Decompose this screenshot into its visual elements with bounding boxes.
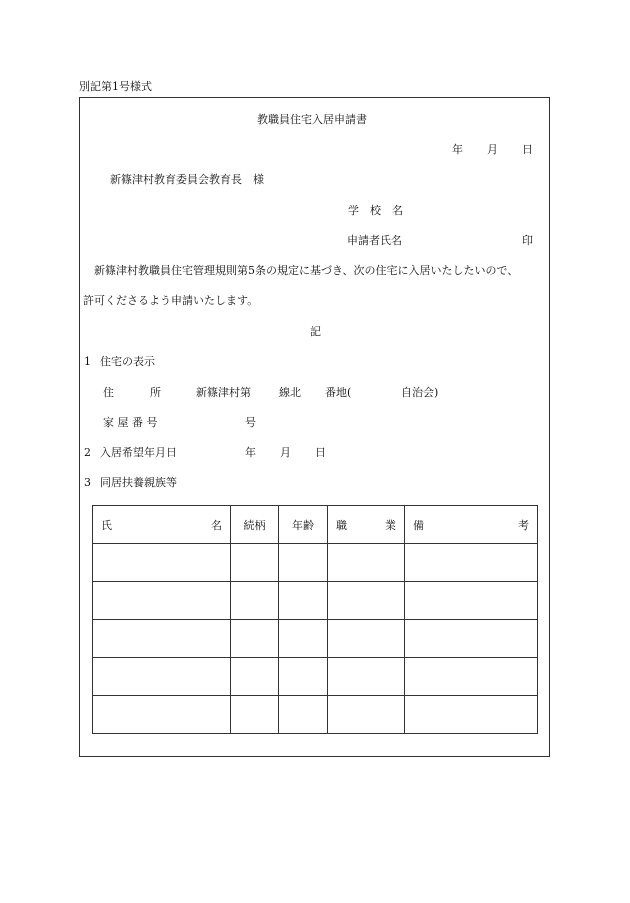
date-year: 年 [452, 143, 463, 156]
address-banchi: 番地( [325, 386, 352, 399]
dependents-table [92, 505, 538, 734]
occupation-cell[interactable] [328, 544, 405, 582]
table-row [93, 544, 538, 582]
form-number: 別記第1号様式 [79, 80, 152, 93]
relationship-cell[interactable] [231, 582, 279, 620]
age-cell[interactable] [279, 620, 328, 658]
relationship-cell[interactable] [231, 658, 279, 696]
section1-number: 1 [84, 355, 91, 368]
school-name-label: 学 校 名 [348, 204, 403, 217]
address-assoc: 自治会) [401, 386, 439, 399]
remarks-cell[interactable] [405, 620, 538, 658]
ki-heading: 記 [310, 325, 321, 338]
address-label-b: 所 [150, 386, 161, 399]
address-village: 新篠津村第 [196, 386, 251, 399]
section2-title: 入居希望年月日 [100, 446, 177, 459]
occupation-cell[interactable] [328, 582, 405, 620]
relationship-cell[interactable] [231, 620, 279, 658]
name-cell[interactable] [93, 544, 231, 582]
section2-number: 2 [84, 446, 91, 459]
date-day: 日 [522, 143, 533, 156]
house-number-label: 家 屋 番 号 [103, 416, 158, 429]
date-month: 月 [487, 143, 498, 156]
header-occupation: 職 業 [328, 506, 405, 544]
body-text-line1: 新篠津村教職員住宅管理規則第5条の規定に基づき、次の住宅に入居いたしたいので、 [94, 264, 519, 277]
body-text-line2: 許可くださるよう申請いたします。 [83, 294, 259, 307]
age-cell[interactable] [279, 582, 328, 620]
age-cell[interactable] [279, 696, 328, 734]
section3-title: 同居扶養親族等 [100, 476, 177, 489]
table-header-row [93, 506, 538, 544]
relationship-cell[interactable] [231, 544, 279, 582]
addressee: 新篠津村教育委員会教育長 様 [110, 173, 264, 186]
occupation-cell[interactable] [328, 620, 405, 658]
table-row [93, 620, 538, 658]
age-cell[interactable] [279, 658, 328, 696]
relationship-cell[interactable] [231, 696, 279, 734]
seal-mark: 印 [522, 234, 533, 247]
section3-number: 3 [84, 476, 91, 489]
movein-day: 日 [315, 446, 326, 459]
address-label-a: 住 [103, 386, 114, 399]
header-age: 年齢 [279, 506, 328, 544]
name-cell[interactable] [93, 696, 231, 734]
age-cell[interactable] [279, 544, 328, 582]
section1-title: 住宅の表示 [100, 355, 155, 368]
table-row [93, 658, 538, 696]
name-cell[interactable] [93, 658, 231, 696]
table-row [93, 696, 538, 734]
name-cell[interactable] [93, 620, 231, 658]
name-cell[interactable] [93, 582, 231, 620]
remarks-cell[interactable] [405, 582, 538, 620]
occupation-cell[interactable] [328, 696, 405, 734]
moveinyear: 年 [245, 446, 256, 459]
remarks-cell[interactable] [405, 696, 538, 734]
header-relationship: 続柄 [231, 506, 279, 544]
remarks-cell[interactable] [405, 658, 538, 696]
occupation-cell[interactable] [328, 658, 405, 696]
remarks-cell[interactable] [405, 544, 538, 582]
house-number-suffix: 号 [245, 416, 256, 429]
address-line: 線北 [279, 386, 301, 399]
applicant-name-label: 申請者氏名 [347, 234, 402, 247]
form-title: 教職員住宅入居申請書 [257, 113, 367, 126]
header-name: 氏 名 [93, 506, 231, 544]
table-row [93, 582, 538, 620]
movein-month: 月 [280, 446, 291, 459]
header-remarks: 備 考 [405, 506, 538, 544]
